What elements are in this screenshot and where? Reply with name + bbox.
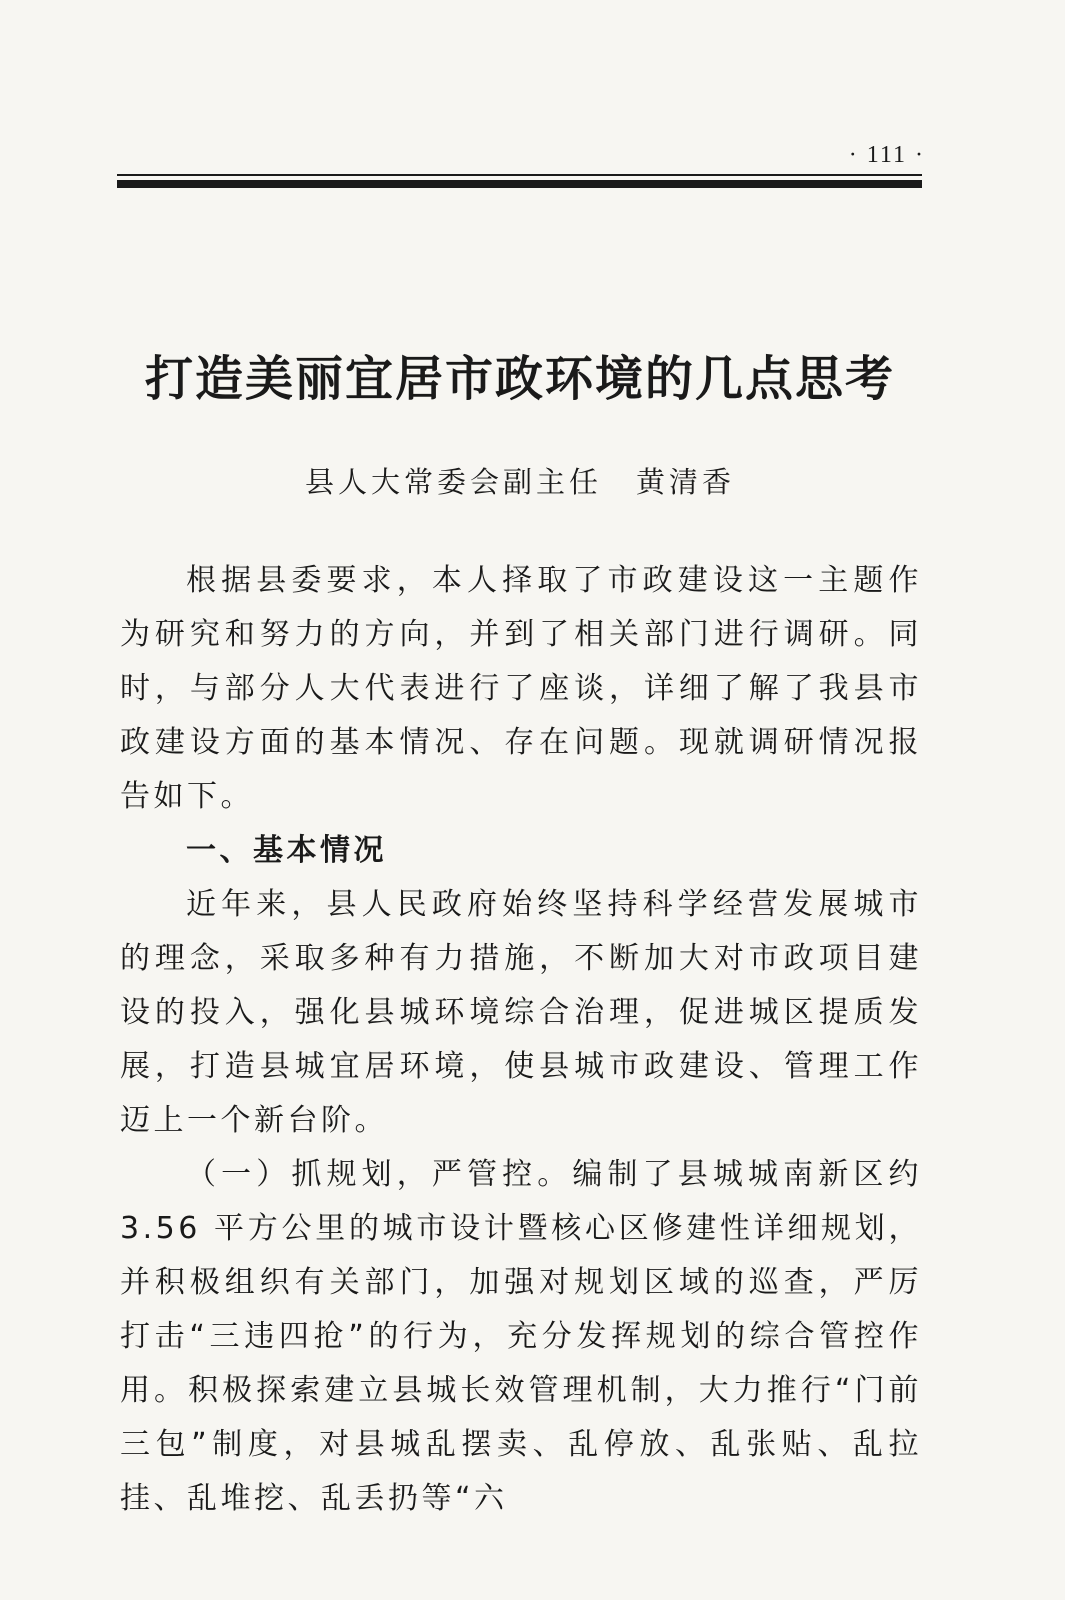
header-rule-thick [117,180,922,188]
byline [0,460,1040,501]
page-number: · 111 · [848,142,925,168]
intro-paragraph: 根据县委要求，本人择取了市政建设这一主题作为研究和努力的方向，并到了相关部门进行调研。同时，与部分人大代表进行了座谈，详细了解了我县市政建设方面的基本情况、存在问题。现就调研情况报告如下。 [120,563,922,814]
header-rule-thin [117,174,922,176]
article-body [120,554,922,1526]
subsection-text: 编制了县城城南新区约 3.56 平方公里的城市设计暨核心区修建性详细规划，并积极组织有关部门，加强对规划区域的巡查，严厉打击“三违四抢”的行为，充分发挥规划的综合管控作用。积极探索建立县城长效管理机制，大力推行“门前三包”制度，对县城乱摆卖、乱停放、乱张贴、乱拉挂、乱堆挖、乱丢扔等“六 [120,1157,922,1516]
section-paragraph: 近年来，县人民政府始终坚持科学经营发展城市的理念，采取多种有力措施，不断加大对市政项目建设的投入，强化县城环境综合治理，促进城区提质发展，打造县城宜居环境，使县城市政建设、管理工作迈上一个新台阶。 [120,887,922,1138]
subsection-paragraph [120,1148,922,1526]
byline-role: 县人大常委会副主任 [304,465,602,499]
section-heading: 一、基本情况 [186,833,387,868]
subsection-heading: （一）抓规划，严管控。 [186,1157,573,1192]
byline-author: 黄清香 [636,465,736,499]
article-title: 打造美丽宜居市政环境的几点思考 [144,351,895,407]
